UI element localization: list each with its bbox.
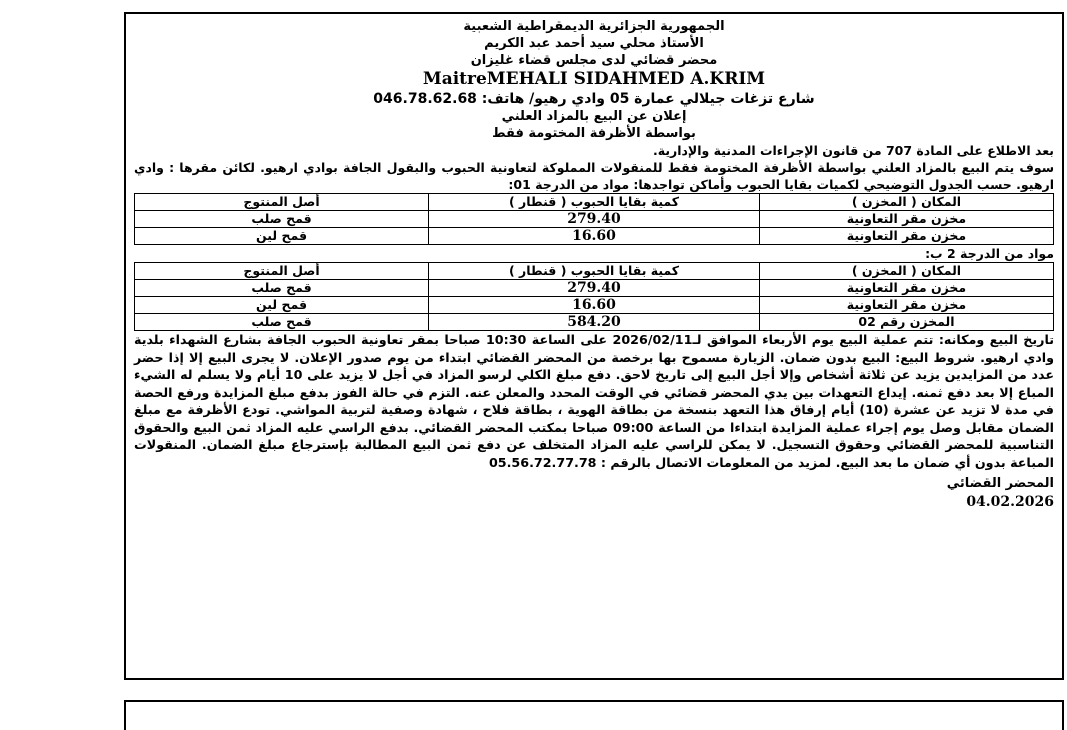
col-product-header: أصل المنتوج bbox=[135, 263, 429, 280]
table-row bbox=[135, 228, 1054, 245]
col-quantity-header: كمية بقايا الحبوب ( قنطار ) bbox=[429, 263, 760, 280]
cell-location: مخزن مقر التعاونية bbox=[759, 280, 1053, 297]
cell-location: المخزن رقم 02 bbox=[759, 314, 1053, 331]
cell-location: مخزن مقر التعاونية bbox=[759, 297, 1053, 314]
table-row bbox=[135, 280, 1054, 297]
table-row bbox=[135, 211, 1054, 228]
table-header-row bbox=[135, 194, 1054, 211]
cell-product: قمح لين bbox=[135, 228, 429, 245]
grade2-label: مواد من الدرجة 2 ب: bbox=[925, 246, 1054, 261]
table-row bbox=[135, 297, 1054, 314]
next-notice-frame bbox=[124, 700, 1064, 730]
cell-quantity: 279.40 bbox=[429, 211, 760, 228]
signature-date: 04.02.2026 bbox=[966, 494, 1054, 510]
signature-block bbox=[134, 475, 1054, 511]
sale-intro: سوف يتم البيع بالمزاد العلني بواسطة الأظرفة المختومة فقط للمنقولات المملوكة لتعاونية الحبوب والبقول الجافة بوادي ارهيو. لكائن مقرها : وادي ارهيو. حسب الجدول التوضيحي لكميات بقايا الحبوب وأماكن تواجدها: مواد من الدرجة 01: bbox=[134, 160, 1054, 192]
cell-product: قمح صلب bbox=[135, 280, 429, 297]
cell-quantity: 16.60 bbox=[429, 297, 760, 314]
col-quantity-header: كمية بقايا الحبوب ( قنطار ) bbox=[429, 194, 760, 211]
republic-title: الجمهورية الجزائرية الديمقراطية الشعبية bbox=[463, 19, 725, 34]
cell-quantity: 16.60 bbox=[429, 228, 760, 245]
notice-title: إعلان عن البيع بالمزاد العلني bbox=[501, 109, 687, 124]
cell-quantity: 584.20 bbox=[429, 314, 760, 331]
bailiff-latin-name: MaitreMEHALI SIDAHMED A.KRIM bbox=[422, 69, 766, 89]
grade1-table bbox=[134, 193, 1054, 245]
grade2-table bbox=[134, 262, 1054, 331]
cell-quantity: 279.40 bbox=[429, 280, 760, 297]
table-header-row bbox=[135, 263, 1054, 280]
notice-header bbox=[134, 18, 1054, 142]
col-location-header: المكان ( المخزن ) bbox=[759, 194, 1053, 211]
legal-reference: بعد الاطلاع على المادة 707 من قانون الإجراءات المدنية والإدارية. bbox=[653, 143, 1054, 158]
signature-title: المحضر القضائي bbox=[946, 476, 1054, 491]
office-address: شارع تزغات جيلالي عمارة 05 وادي رهيو/ هاتف: 046.78.62.68 bbox=[373, 91, 815, 107]
cell-product: قمح لين bbox=[135, 297, 429, 314]
cell-product: قمح صلب bbox=[135, 211, 429, 228]
auction-notice bbox=[124, 12, 1064, 680]
cell-product: قمح صلب bbox=[135, 314, 429, 331]
notice-subtitle: بواسطة الأظرفة المختومة فقط bbox=[492, 126, 696, 141]
col-product-header: أصل المنتوج bbox=[135, 194, 429, 211]
col-location-header: المكان ( المخزن ) bbox=[759, 263, 1053, 280]
sale-terms: تاريخ البيع ومكانه: تتم عملية البيع يوم الأربعاء الموافق لـ2026/02/11 على الساعة 10:30 صباحا بمقر تعاونية الحبوب الجافة بشارع الشهداء بلدية وادي ارهيو. شروط البيع: البيع بدون ضمان. الزيارة مسموح بها برخصة من المحضر القضائي ابتداء من يوم صدور الإعلان. لا يجرى البيع إلا إذا حضر عدد من المزايدين يزيد عن ثلاثة أشخاص وإلا أجل البيع إلى تاريخ لاحق. دفع مبلغ الكلي لرسو المزاد في أجل لا يزيد على 10 أيام ولا يسلم له الشيء المباع إلا بعد دفع ثمنه. إيداع التعهدات بين يدي المحضر قضائي في الوقت المحدد والمعلن عنه. التزم في حالة الفوز بدفع مبلغ المزايدة ورفع الحصة في مدة لا تزيد عن عشرة (10) أيام إرفاق هذا التعهد بنسخة من بطاقة الهوية ، بطاقة فلاح ، شهادة وصفية لتربية المواشي. تودع الأظرفة مع مبلغ الضمان مقابل وصل يوم إجراء عملية المزايدة ابتداءا من الساعة 09:00 صباحا بمكتب المحضر القضائي. بدفع الراسي عليه المزاد ثمن البيع والحقوق التناسبية للمحضر القضائي وحقوق التسجيل. لا يمكن للراسي عليه المزاد المتخلف عن دفع ثمن البيع المطالبة بإسترجاع مبلغ الضمان. المنقولات المباعة بدون أي ضمان ما بعد البيع. لمزيد من المعلومات الاتصال بالرقم : 05.56.72.77.78 bbox=[134, 332, 1055, 470]
bailiff-office: محضر قضائي لدى مجلس قضاء غليزان bbox=[470, 53, 718, 68]
cell-location: مخزن مقر التعاونية bbox=[759, 211, 1053, 228]
table-row bbox=[135, 314, 1054, 331]
cell-location: مخزن مقر التعاونية bbox=[759, 228, 1053, 245]
bailiff-name: الأستاذ محلي سيد أحمد عبد الكريم bbox=[484, 36, 704, 51]
